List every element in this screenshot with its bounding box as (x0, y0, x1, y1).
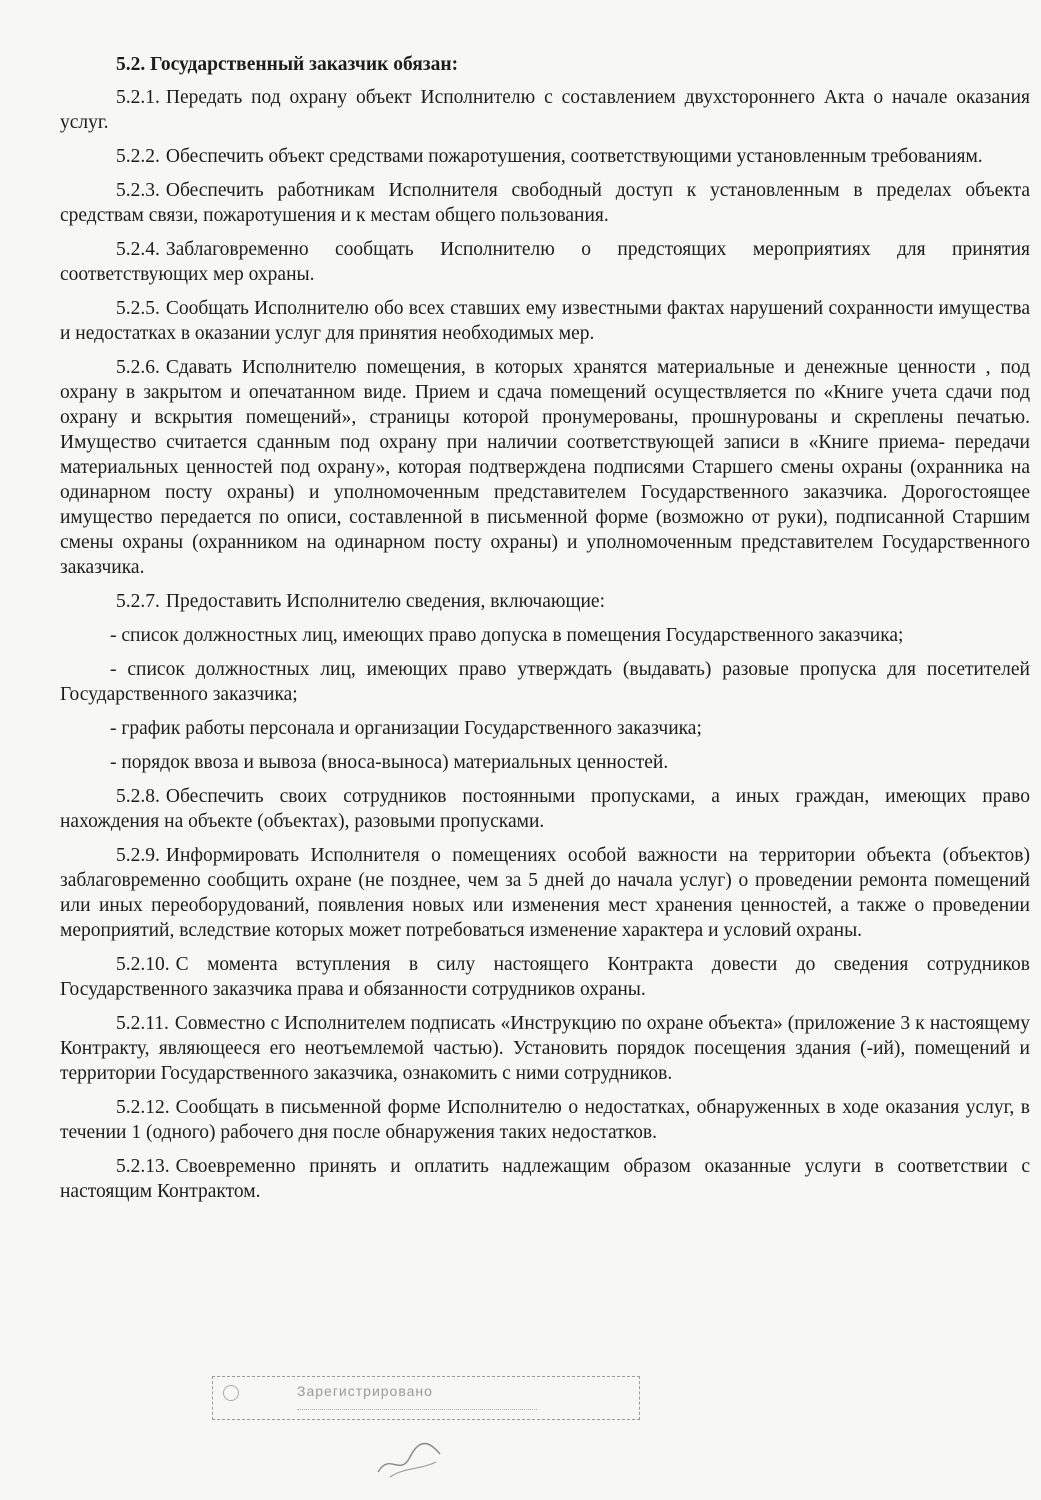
clause-5-2-3 (60, 178, 1030, 228)
document-page (60, 52, 1030, 1213)
clause-5-2-9 (60, 843, 1030, 943)
list-item: - порядок ввоза и вывоза (вноса-выноса) материальных ценностей. (110, 752, 669, 773)
clause-text: Совместно с Исполнителем подписать «Инструкцию по охране объекта» (приложение 3 к настоящему Контракту, являющееся его неотъемлемой частью). Установить порядок посещения здания (-ий), помещений и территории Государственного заказчика, ознакомить с ними сотрудников. (60, 1013, 1030, 1084)
clause-text: Обеспечить работникам Исполнителя свободный доступ к установленным в пределах объекта средствам связи, пожаротушения и к местам общего пользования. (60, 180, 1030, 226)
clause-5-2-12 (60, 1095, 1030, 1145)
clause-5-2-10 (60, 952, 1030, 1002)
clause-5-2-8 (60, 784, 1030, 834)
clause-text: Передать под охрану объект Исполнителю с составлением двухстороннего Акта о начале оказания услуг. (60, 87, 1030, 133)
section-heading: 5.2. Государственный заказчик обязан: (116, 54, 459, 75)
clause-text: С момента вступления в силу настоящего Контракта довести до сведения сотрудников Государственного заказчика права и обязанности сотрудников охраны. (60, 954, 1030, 1000)
clause-text: Сообщать Исполнителю обо всех ставших ему известными фактах нарушений сохранности имущества и недостатках в оказании услуг для принятия необходимых мер. (60, 298, 1030, 344)
clause-number: 5.2.12. (116, 1097, 170, 1118)
stamp-line (297, 1409, 537, 1410)
clause-number: 5.2.1. (116, 87, 160, 108)
list-item: - график работы персонала и организации Государственного заказчика; (110, 718, 702, 739)
clause-5-2-4 (60, 237, 1030, 287)
clause-5-2-5 (60, 296, 1030, 346)
clause-text: Заблаговременно сообщать Исполнителю о предстоящих мероприятиях для принятия соответствующих мер охраны. (60, 239, 1030, 285)
clause-text: Обеспечить объект средствами пожаротушения, соответствующими установленным требованиям. (165, 146, 983, 167)
clause-5-2-11 (60, 1011, 1030, 1086)
clause-number: 5.2.10. (116, 954, 170, 975)
clause-number: 5.2.9. (116, 845, 160, 866)
clause-number: 5.2.5. (116, 298, 160, 319)
clause-5-2-2 (60, 144, 1030, 169)
clause-text: Информировать Исполнителя о помещениях особой важности на территории объекта (объектов) заблаговременно сообщить охране (не позднее, чем за 5 дней до начала услуг) о проведении ремонта помещений или иных переоборудований, появления новых или изменения мест хранения ценностей, а также о проведении мероприятий, вследствие которых может потребоваться изменение характера и условий охраны. (60, 845, 1030, 941)
clause-5-2-13 (60, 1154, 1030, 1204)
clause-number: 5.2.13. (116, 1156, 170, 1177)
clause-number: 5.2.4. (116, 239, 160, 260)
stamp-text: Зарегистрировано (297, 1383, 433, 1399)
stamp-circle-icon (223, 1385, 239, 1401)
list-item: - список должностных лиц, имеющих право утверждать (выдавать) разовые пропуска для посетителей Государственного заказчика; (60, 659, 1030, 705)
clause-number: 5.2.8. (116, 786, 160, 807)
clause-5-2-1 (60, 85, 1030, 135)
clause-text: Обеспечить своих сотрудников постоянными пропусками, а иных граждан, имеющих право нахождения на объекте (объектах), разовыми пропусками. (60, 786, 1030, 832)
clause-number: 5.2.6. (116, 357, 160, 378)
clause-number: 5.2.2. (116, 146, 160, 167)
registration-stamp (212, 1376, 640, 1420)
clause-number: 5.2.11. (116, 1013, 169, 1034)
clause-text: Сообщать в письменной форме Исполнителю о недостатках, обнаруженных в ходе оказания услуг, в течении 1 (одного) рабочего дня после обнаружения таких недостатков. (60, 1097, 1030, 1143)
clause-text: Своевременно принять и оплатить надлежащим образом оказанные услуги в соответствии с настоящим Контрактом. (60, 1156, 1030, 1202)
list-item: - список должностных лиц, имеющих право допуска в помещения Государственного заказчика; (110, 625, 904, 646)
clause-5-2-6 (60, 355, 1030, 580)
clause-number: 5.2.3. (116, 180, 160, 201)
signature-icon (370, 1432, 450, 1482)
clause-text: Предоставить Исполнителю сведения, включающие: (165, 591, 605, 612)
clause-text: Сдавать Исполнителю помещения, в которых хранятся материальные и денежные ценности , под охрану в закрытом и опечатанном виде. Прием и сдача помещений осуществляется по «Книге учета сдачи под охрану и вскрытия помещений», страницы которой пронумерованы, прошнурованы и скреплены печатью. Имущество считается сданным под охрану при наличии соответствующей записи в «Книге приема- передачи материальных ценностей под охрану», которая подтверждена подписями Старшего смены охраны (охранника на одинарном посту охраны) и уполномоченным представителем Государственного заказчика. Дорогостоящее имущество передается по описи, составленной в письменной форме (возможно от руки), подписанной Старшим смены охраны (охранником на одинарном посту охраны) и уполномоченным представителем Государственного заказчика. (60, 357, 1030, 578)
clause-number: 5.2.7. (116, 591, 160, 612)
clause-5-2-7 (60, 589, 1030, 614)
